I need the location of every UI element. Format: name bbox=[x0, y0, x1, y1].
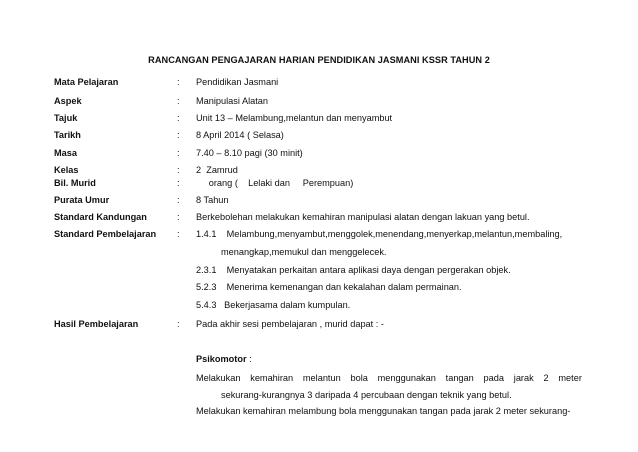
word: jarak bbox=[513, 373, 534, 383]
field-label: Masa bbox=[54, 148, 77, 158]
field-colon: : bbox=[177, 212, 180, 222]
word: meter bbox=[558, 373, 582, 383]
psikomotor-heading bbox=[196, 353, 252, 365]
field-value: 8 Tahun bbox=[196, 195, 229, 205]
field-row-tajuk bbox=[0, 112, 638, 124]
field-row-purata-umur bbox=[0, 194, 638, 206]
field-colon: : bbox=[177, 195, 180, 205]
field-value: 8 April 2014 ( Selasa) bbox=[196, 130, 284, 140]
word: Melakukan bbox=[196, 373, 241, 383]
sp-item: 5.4.3 Bekerjasama dalam kumpulan. bbox=[196, 300, 351, 310]
field-row-mata-pelajaran bbox=[0, 76, 638, 88]
field-colon: : bbox=[177, 130, 180, 140]
field-colon: : bbox=[177, 96, 180, 106]
psikomotor-line-2: sekurang-kurangnya 3 daripada 4 percubaan dengan teknik yang betul. bbox=[221, 390, 512, 400]
word: tangan bbox=[445, 373, 474, 383]
field-value: Berkebolehan melakukan kemahiran manipulasi alatan dengan lakuan yang betul. bbox=[196, 212, 530, 222]
field-value: 7.40 – 8.10 pagi (30 minit) bbox=[196, 148, 303, 158]
field-label: Tajuk bbox=[54, 113, 78, 123]
field-colon: : bbox=[177, 319, 180, 329]
field-label: Standard Kandungan bbox=[54, 212, 147, 222]
word: menggunakan bbox=[377, 373, 436, 383]
field-colon: : bbox=[177, 178, 180, 188]
field-colon: : bbox=[177, 148, 180, 158]
field-row-aspek bbox=[0, 95, 638, 107]
psikomotor-line-3: Melakukan kemahiran melambung bola menggunakan tangan pada jarak 2 meter sekurang- bbox=[196, 406, 571, 416]
field-value: Unit 13 – Melambung,melantun dan menyambut bbox=[196, 113, 393, 123]
field-value: orang ( Lelaki dan Perempuan) bbox=[196, 178, 354, 188]
field-label: Bil. Murid bbox=[54, 178, 96, 188]
field-row-kelas bbox=[0, 164, 638, 176]
field-value: Pada akhir sesi pembelajaran , murid dapat : - bbox=[196, 319, 384, 329]
psikomotor-heading-text: Psikomotor bbox=[196, 354, 247, 364]
sp-item: 2.3.1 Menyatakan perkaitan antara aplikasi daya dengan pergerakan objek. bbox=[196, 265, 511, 275]
field-row-hasil-pembelajaran bbox=[0, 318, 638, 330]
field-value: Manipulasi Alatan bbox=[196, 96, 269, 106]
field-colon: : bbox=[177, 165, 180, 175]
field-label: Hasil Pembelajaran bbox=[54, 319, 139, 329]
field-label: Mata Pelajaran bbox=[54, 77, 119, 87]
field-row-standard-pembelajaran bbox=[0, 228, 638, 240]
field-label: Standard Pembelajaran bbox=[54, 229, 157, 239]
document-title: RANCANGAN PENGAJARAN HARIAN PENDIDIKAN JASMANI KSSR TAHUN 2 bbox=[148, 55, 490, 65]
field-value: 2 Zamrud bbox=[196, 165, 238, 175]
field-value: 1.4.1 Melambung,menyambut,menggolek,menendang,menyerkap,melantun,membaling, bbox=[196, 229, 563, 239]
word: melantun bbox=[302, 373, 341, 383]
field-label: Kelas bbox=[54, 165, 79, 175]
field-label: Aspek bbox=[54, 96, 82, 106]
field-colon: : bbox=[177, 229, 180, 239]
psikomotor-heading-colon: : bbox=[246, 354, 252, 364]
field-row-masa bbox=[0, 147, 638, 159]
sp-item: 5.2.3 Menerima kemenangan dan kekalahan dalam permainan. bbox=[196, 282, 462, 292]
word: pada bbox=[483, 373, 504, 383]
field-colon: : bbox=[177, 77, 180, 87]
field-value: Pendidikan Jasmani bbox=[196, 77, 279, 87]
field-row-standard-kandungan bbox=[0, 211, 638, 223]
field-colon: : bbox=[177, 113, 180, 123]
sp-continuation-line: menangkap,memukul dan menggelecek. bbox=[221, 247, 387, 257]
field-label: Tarikh bbox=[54, 130, 81, 140]
field-row-tarikh bbox=[0, 129, 638, 141]
psikomotor-line-1 bbox=[196, 372, 582, 384]
word: bola bbox=[350, 373, 368, 383]
field-row-bil-murid bbox=[0, 177, 638, 189]
word: kemahiran bbox=[250, 373, 294, 383]
field-label: Purata Umur bbox=[54, 195, 110, 205]
word: 2 bbox=[543, 373, 549, 383]
